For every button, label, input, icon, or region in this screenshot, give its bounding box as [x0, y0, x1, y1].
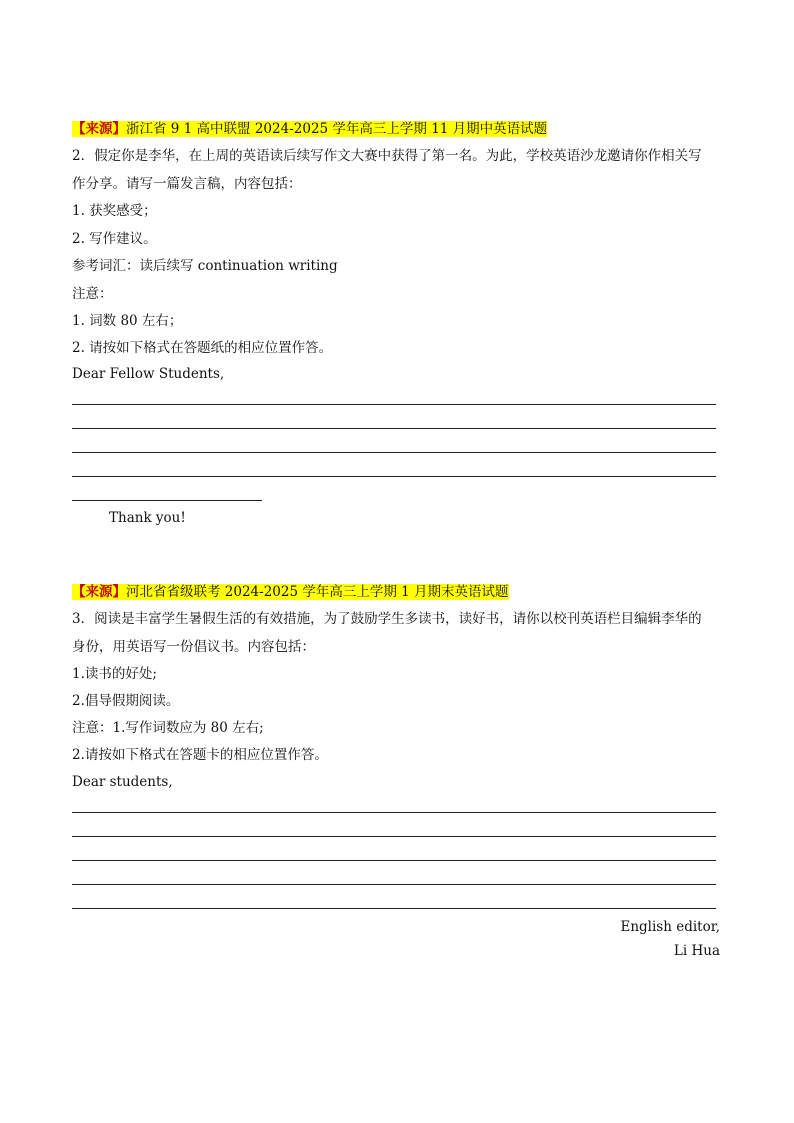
q2-prompt-line2: 作分享。请写一篇发言稿，内容包括：	[72, 176, 302, 192]
q3-note2: 2.请按如下格式在答题卡的相应位置作答。	[72, 747, 328, 763]
q2-note2: 2. 请按如下格式在答题纸的相应位置作答。	[72, 340, 333, 356]
q2-answer-line-short	[72, 500, 262, 501]
q3-source-line	[72, 582, 509, 602]
q3-answer-line	[72, 812, 716, 813]
q3-item1: 1.读书的好处;	[72, 666, 157, 682]
q3-answer-line	[72, 860, 716, 861]
q3-source-tag: 【来源】	[72, 584, 126, 600]
q3-prompt-line1: 3．阅读是丰富学生暑假生活的有效措施，为了鼓励学生多读书，读好书，请你以校刊英语栏目编辑李华的	[72, 611, 702, 627]
q2-answer-line	[72, 452, 716, 453]
q2-answer-line	[72, 428, 716, 429]
q2-source-text: 浙江省 9 1 高中联盟 2024-2025 学年高三上学期 11 月期中英语试题	[126, 121, 548, 137]
q2-item1: 1. 获奖感受；	[72, 203, 157, 219]
q2-source-line	[72, 119, 547, 139]
q3-prompt-line2: 身份，用英语写一份倡议书。内容包括：	[72, 639, 315, 655]
q3-answer-line	[72, 836, 716, 837]
q2-answer-line	[72, 404, 716, 405]
q2-prompt-line1: 2．假定你是李华，在上周的英语读后续写作文大赛中获得了第一名。为此，学校英语沙龙邀请你作相关写	[72, 148, 702, 164]
q3-answer-line	[72, 884, 716, 885]
q3-sign-role: English editor,	[620, 919, 720, 935]
q2-note-title: 注意：	[72, 286, 113, 302]
q3-greeting: Dear students,	[72, 774, 173, 790]
q2-item2: 2. 写作建议。	[72, 231, 157, 247]
q3-item2: 2.倡导假期阅读。	[72, 693, 180, 709]
q2-greeting: Dear Fellow Students,	[72, 366, 225, 382]
q3-source-text: 河北省省级联考 2024-2025 学年高三上学期 1 月期末英语试题	[126, 584, 509, 600]
q3-sign-name: Li Hua	[673, 943, 720, 959]
q2-answer-line	[72, 476, 716, 477]
q2-vocab: 参考词汇：读后续写 continuation writing	[72, 258, 338, 274]
q3-note1: 注意：1.写作词数应为 80 左右;	[72, 720, 264, 736]
q2-source-tag: 【来源】	[72, 121, 126, 137]
q2-note1: 1. 词数 80 左右；	[72, 313, 183, 329]
q3-answer-line	[72, 908, 716, 909]
q2-closing: Thank you!	[109, 510, 186, 526]
